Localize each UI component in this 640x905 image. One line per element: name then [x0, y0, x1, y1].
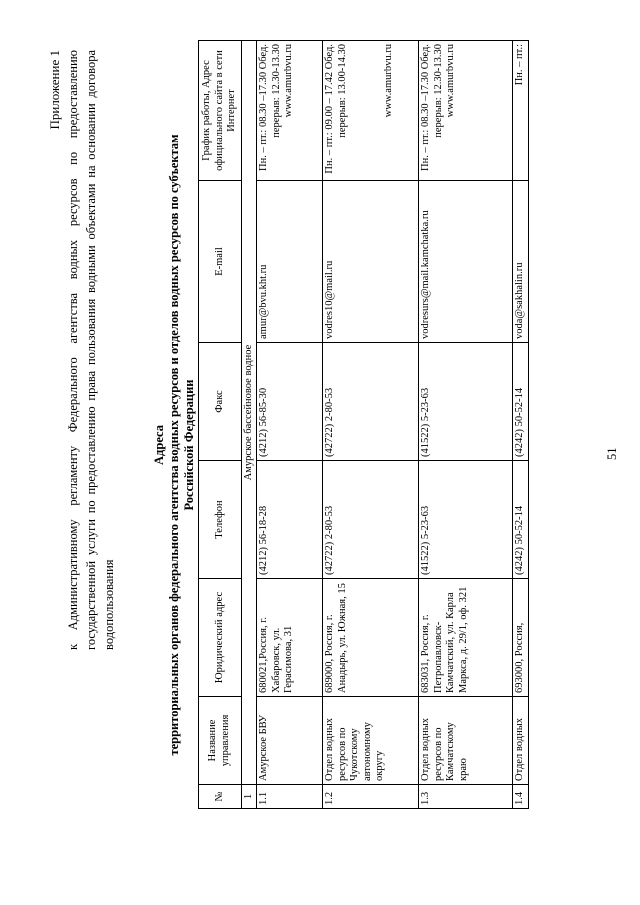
section-num: 1	[241, 785, 257, 809]
page-number: 51	[605, 447, 619, 460]
table-row	[419, 41, 513, 809]
section-row	[241, 41, 257, 809]
row-num: 1.1	[257, 785, 323, 809]
row-phone: (4242) 50-52-14	[513, 461, 529, 579]
header-email: E-mail	[199, 181, 242, 343]
header-num: №	[199, 785, 242, 809]
schedule-text: Пн. – пт.: 08.30 –17.30 Обед. перерыв: 12.30-13.30	[420, 44, 444, 171]
row-email[interactable]: voda@sakhalin.ru	[513, 181, 529, 343]
row-num: 1.4	[513, 785, 529, 809]
table-header-row	[199, 41, 242, 809]
website-link[interactable]: www.amurbvu.ru	[283, 44, 294, 118]
row-schedule	[419, 41, 513, 181]
row-phone: (42722) 2-80-53	[323, 461, 419, 579]
header-schedule: График работы, Адрес официального сайта в сети Интернет	[199, 41, 242, 181]
addresses-table	[198, 40, 529, 809]
title-line-1: Адреса	[152, 425, 166, 465]
row-email[interactable]: vodres10@mail.ru	[323, 181, 419, 343]
title-line-3: Российской Федерации	[182, 379, 196, 511]
appendix-text: к Административному регламенту Федерального агентства водных ресурсов по предоставлению государственной услуги по предоставлению права пользования водными объектами на основании договора водопользования	[66, 50, 116, 650]
header-address: Юридический адрес	[199, 579, 242, 697]
row-phone: (41522) 5-23-63	[419, 461, 513, 579]
row-email[interactable]: amur@bvu.kht.ru	[257, 181, 323, 343]
row-address: 683031, Россия, г. Петропавловск-Камчатский, ул. Карла Маркса, д. 29/1, оф. 321	[419, 579, 513, 697]
row-address: 693000, Россия,	[513, 579, 529, 697]
row-num: 1.2	[323, 785, 419, 809]
row-name: Амурское БВУ	[257, 697, 323, 785]
website-link[interactable]: www.amurbvu.ru	[445, 44, 456, 118]
document-title	[152, 125, 197, 765]
row-schedule	[513, 41, 529, 181]
header-phone: Телефон	[199, 461, 242, 579]
table-row	[513, 41, 529, 809]
row-num: 1.3	[419, 785, 513, 809]
schedule-text: Пн. – пт.: 08.30 –17.30 Обед. перерыв: 12.30-13.30	[258, 44, 282, 171]
row-fax: (4212) 56-85-30	[257, 343, 323, 461]
row-fax: (41522) 5-23-63	[419, 343, 513, 461]
row-name: Отдел водных	[513, 697, 529, 785]
row-address: 689000, Россия, г. Анадырь, ул. Южная, 15	[323, 579, 419, 697]
schedule-text: Пн. – пт.:	[514, 44, 525, 86]
header-name: Название управления	[199, 697, 242, 785]
schedule-text: Пн. – пт.: 09.00 – 17.42 Обед. перерыв: 13.00-14.30	[324, 44, 348, 174]
table-row	[257, 41, 323, 809]
appendix-heading: Приложение 1	[47, 50, 62, 130]
title-line-2: территориальных органов федерального агентства водных ресурсов и отделов водных ресурсов по субъектам	[167, 134, 181, 756]
section-label: Амурское бассейновое водное	[241, 41, 257, 785]
row-email[interactable]: vodresurs@mail.kamchatka.ru	[419, 181, 513, 343]
row-schedule	[257, 41, 323, 181]
row-fax: (42722) 2-80-53	[323, 343, 419, 461]
row-address: 680021,Россия, г. Хабаровск, ул. Герасимова, 31	[257, 579, 323, 697]
website-link[interactable]: www.amurbvu.ru	[383, 44, 394, 118]
appendix-header	[46, 50, 118, 650]
row-phone: (4212) 56-18-28	[257, 461, 323, 579]
header-fax: Факс	[199, 343, 242, 461]
row-name: Отдел водных ресурсов по Камчатскому краю	[419, 697, 513, 785]
row-schedule	[323, 41, 419, 181]
row-fax: (4242) 50-52-14	[513, 343, 529, 461]
table-row	[323, 41, 419, 809]
row-name: Отдел водных ресурсов по Чукотскому автономному округу	[323, 697, 419, 785]
